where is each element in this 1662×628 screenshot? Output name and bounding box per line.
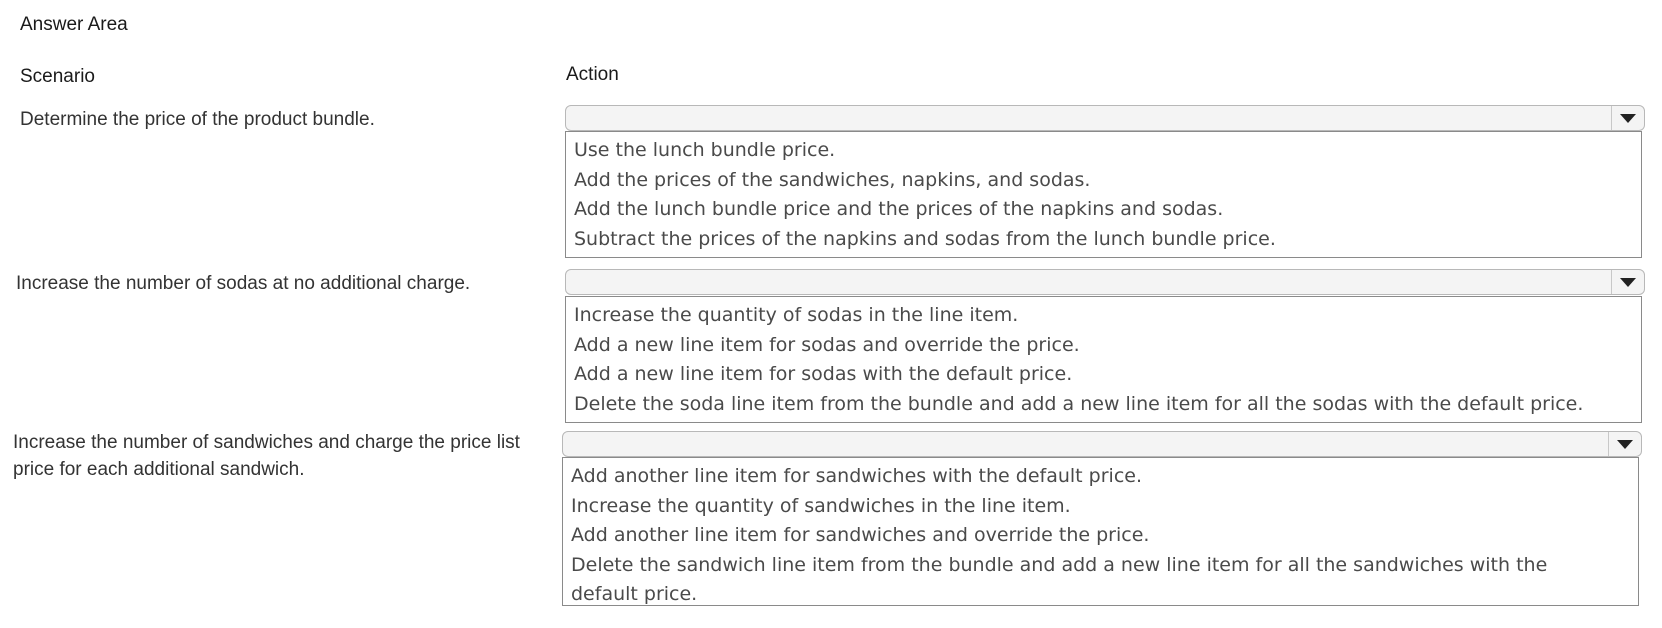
action-2-option-2[interactable]: Add a new line item for sodas and override the price. (574, 333, 1080, 356)
scenario-1-text: Determine the price of the product bundle. (20, 109, 375, 130)
action-3-option-3[interactable]: Add another line item for sandwiches and override the price. (571, 524, 1150, 546)
action-2-option-4[interactable]: Delete the soda line item from the bundle and add a new line item for all the sodas with the default price. (574, 392, 1584, 415)
scenario-column-header: Scenario (20, 66, 95, 87)
action-column-header: Action (566, 64, 619, 85)
action-1-option-3[interactable]: Add the lunch bundle price and the prices of the napkins and sodas. (574, 198, 1224, 220)
action-3-option-2[interactable]: Increase the quantity of sandwiches in the line item. (571, 494, 1071, 517)
action-3-option-1[interactable]: Add another line item for sandwiches with the default price. (571, 465, 1142, 487)
answer-area-title: Answer Area (20, 14, 128, 35)
action-1-option-2[interactable]: Add the prices of the sandwiches, napkins, and sodas. (574, 168, 1091, 191)
chevron-down-icon (1617, 440, 1633, 449)
action-3-option-4[interactable]: Delete the sandwich line item from the bundle and add a new line item for all the sandwiches with the default price. (571, 553, 1548, 605)
action-2-dropdown-button[interactable] (1611, 270, 1644, 294)
action-2-option-3[interactable]: Add a new line item for sodas with the default price. (574, 363, 1073, 385)
action-2-dropdown[interactable] (565, 269, 1645, 295)
action-1-dropdown[interactable] (565, 105, 1645, 131)
action-1-option-4[interactable]: Subtract the prices of the napkins and sodas from the lunch bundle price. (574, 227, 1276, 250)
action-1-dropdown-button[interactable] (1611, 106, 1644, 130)
chevron-down-icon (1620, 278, 1636, 287)
action-2-option-1[interactable]: Increase the quantity of sodas in the line item. (574, 304, 1019, 326)
chevron-down-icon (1620, 114, 1636, 123)
action-3-options (562, 457, 1639, 606)
action-3-dropdown[interactable] (562, 431, 1642, 457)
action-3-dropdown-button[interactable] (1608, 432, 1641, 456)
scenario-2-text: Increase the number of sodas at no additional charge. (16, 273, 471, 294)
action-1-options (565, 131, 1642, 258)
action-1-option-1[interactable]: Use the lunch bundle price. (574, 139, 836, 161)
action-2-options (565, 296, 1642, 423)
scenario-3-text: Increase the number of sandwiches and charge the price list price for each additional sandwich. (13, 432, 520, 480)
